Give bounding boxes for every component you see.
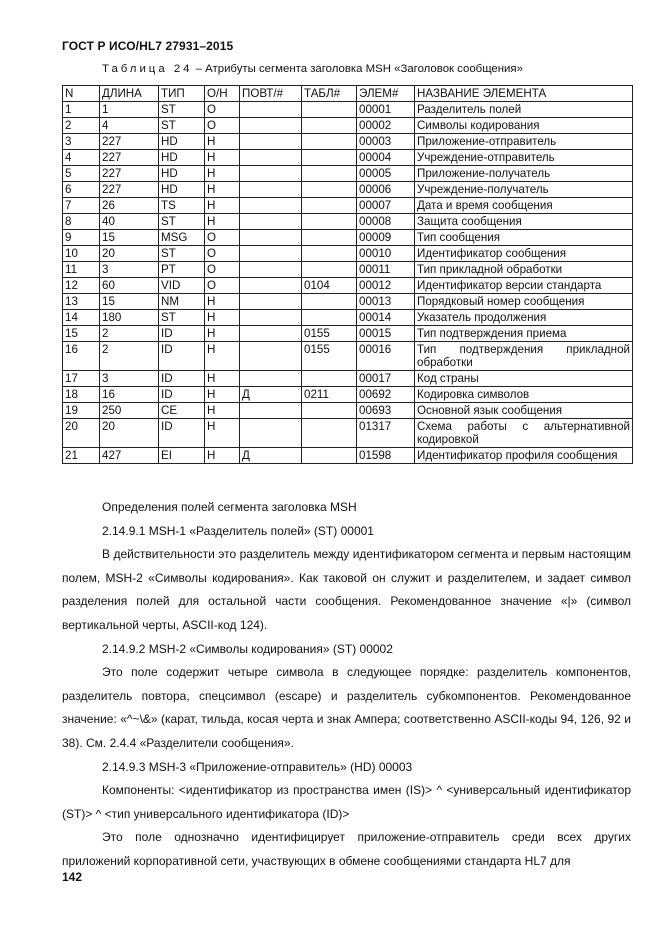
table-cell: Дата и время сообщения [415, 198, 633, 214]
table-cell: Основной язык сообщения [415, 403, 633, 419]
table-cell [302, 371, 357, 387]
table-cell: 00007 [357, 198, 415, 214]
table-cell: HD [159, 182, 205, 198]
table-cell: Д [240, 387, 302, 403]
table-cell [240, 246, 302, 262]
table-cell: Тип сообщения [415, 230, 633, 246]
table-cell: О [205, 118, 240, 134]
table-cell [302, 198, 357, 214]
table-row [63, 214, 633, 230]
table-cell: 15 [100, 294, 159, 310]
body-paragraph: 2.14.9.2 MSH-2 «Символы кодирования» (ST) 00002 [102, 641, 393, 656]
table-cell: Учреждение-отправитель [415, 150, 633, 166]
table-cell: ID [159, 342, 205, 371]
table-cell [302, 310, 357, 326]
table-cell: 00014 [357, 310, 415, 326]
table-cell [240, 262, 302, 278]
table-row [63, 246, 633, 262]
table-cell: 2 [100, 326, 159, 342]
table-row [63, 387, 633, 403]
table-cell [302, 118, 357, 134]
table-cell [302, 262, 357, 278]
table-row [63, 294, 633, 310]
table-cell: 3 [63, 134, 100, 150]
table-row [63, 150, 633, 166]
table-cell: Идентификатор версии стандарта [415, 278, 633, 294]
document-header: ГОСТ Р ИСО/HL7 27931–2015 [62, 39, 234, 53]
table-cell [302, 403, 357, 419]
table-cell: 227 [100, 182, 159, 198]
table-row [63, 310, 633, 326]
table-cell [240, 214, 302, 230]
table-cell: 00004 [357, 150, 415, 166]
column-header: ДЛИНА [100, 86, 159, 102]
table-cell [302, 419, 357, 448]
table-cell: Н [205, 419, 240, 448]
table-row [63, 371, 633, 387]
table-cell: EI [159, 448, 205, 464]
body-text [62, 496, 631, 874]
column-header: ЭЛЕМ# [357, 86, 415, 102]
table-row [63, 166, 633, 182]
table-cell: 4 [100, 118, 159, 134]
table-cell: 01598 [357, 448, 415, 464]
table-cell: 01317 [357, 419, 415, 448]
body-paragraph: Определения полей сегмента заголовка MSH [102, 500, 357, 514]
table-cell [302, 246, 357, 262]
table-cell: О [205, 246, 240, 262]
table-row [63, 182, 633, 198]
table-cell: 00006 [357, 182, 415, 198]
table-cell: Приложение-отправитель [415, 134, 633, 150]
table-cell: ST [159, 246, 205, 262]
table-cell: 00015 [357, 326, 415, 342]
body-paragraph: 2.14.9.1 MSH-1 «Разделитель полей» (ST) 00001 [102, 523, 374, 538]
table-cell: 3 [100, 371, 159, 387]
table-cell [240, 230, 302, 246]
table-cell: 00693 [357, 403, 415, 419]
column-header: ТАБЛ# [302, 86, 357, 102]
table-cell: 0155 [302, 326, 357, 342]
table-cell: 13 [63, 294, 100, 310]
table-cell [302, 214, 357, 230]
msh-attributes-table [62, 85, 633, 464]
table-cell: Н [205, 166, 240, 182]
table-cell: О [205, 278, 240, 294]
table-cell: Н [205, 294, 240, 310]
table-cell [240, 102, 302, 118]
table-cell: Разделитель полей [415, 102, 633, 118]
table-cell: 0211 [302, 387, 357, 403]
table-cell [240, 342, 302, 371]
table-cell: Приложение-получатель [415, 166, 633, 182]
table-cell: MSG [159, 230, 205, 246]
table-cell: 00005 [357, 166, 415, 182]
table-cell: 17 [63, 371, 100, 387]
table-cell: TS [159, 198, 205, 214]
table-cell [240, 403, 302, 419]
table-cell: HD [159, 150, 205, 166]
column-header: ТИП [159, 86, 205, 102]
table-cell: О [205, 230, 240, 246]
table-cell: 15 [100, 230, 159, 246]
table-row [63, 448, 633, 464]
table-cell: Кодировка символов [415, 387, 633, 403]
body-paragraph: Это поле однозначно идентифицирует приложение-отправитель среди всех других приложений корпоративной сети, участвующих в обмене сообщениями стандарта HL7 для [62, 830, 631, 868]
body-paragraph: 2.14.9.3 MSH-3 «Приложение-отправитель» (HD) 00003 [102, 759, 413, 774]
table-cell [302, 102, 357, 118]
table-cell: 227 [100, 166, 159, 182]
table-cell: NM [159, 294, 205, 310]
table-cell: 5 [63, 166, 100, 182]
table-cell [240, 118, 302, 134]
table-row [63, 342, 633, 371]
table-cell: Н [205, 310, 240, 326]
table-cell: Схема работы с альтернативной кодировкой [415, 419, 633, 448]
table-cell: 227 [100, 134, 159, 150]
table-cell: 9 [63, 230, 100, 246]
table-cell: 427 [100, 448, 159, 464]
table-cell: 00009 [357, 230, 415, 246]
table-cell: Н [205, 182, 240, 198]
table-cell: 10 [63, 246, 100, 262]
table-cell: 1 [100, 102, 159, 118]
table-cell: О [205, 262, 240, 278]
column-header: НАЗВАНИЕ ЭЛЕМЕНТА [415, 86, 633, 102]
table-cell: 00017 [357, 371, 415, 387]
table-cell: 7 [63, 198, 100, 214]
column-header: О/Н [205, 86, 240, 102]
table-cell: ST [159, 214, 205, 230]
table-cell [302, 230, 357, 246]
table-cell: 00013 [357, 294, 415, 310]
table-row [63, 262, 633, 278]
table-cell: 00011 [357, 262, 415, 278]
body-paragraph: В действительности это разделитель между идентификатором сегмента и первым настоящим полем, MSH-2 «Символы кодирования». Как таковой он служит и разделителем, и задает символ разделения полей для остальной части сообщения. Рекомендованное значение «|» (символ вертикальной черты, ASCII-код 124). [62, 547, 631, 632]
table-cell: 16 [100, 387, 159, 403]
table-cell: Н [205, 371, 240, 387]
table-cell [240, 326, 302, 342]
table-cell: Тип подтверждения прикладной обработки [415, 342, 633, 371]
table-cell: Д [240, 448, 302, 464]
table-cell: 40 [100, 214, 159, 230]
table-cell: Идентификатор профиля сообщения [415, 448, 633, 464]
column-header: N [63, 86, 100, 102]
table-cell: Н [205, 134, 240, 150]
table-cell: PT [159, 262, 205, 278]
table-cell: ID [159, 371, 205, 387]
table-cell: 0104 [302, 278, 357, 294]
table-cell: Защита сообщения [415, 214, 633, 230]
table-cell: 1 [63, 102, 100, 118]
table-cell [240, 310, 302, 326]
table-row [63, 230, 633, 246]
table-caption-label: Таблица 24 [102, 63, 193, 75]
table-cell: Н [205, 387, 240, 403]
table-header-row [63, 86, 633, 102]
table-caption [102, 63, 523, 75]
table-cell: 19 [63, 403, 100, 419]
table-cell: 00001 [357, 102, 415, 118]
table-cell: 21 [63, 448, 100, 464]
table-cell [240, 150, 302, 166]
table-cell: 20 [100, 246, 159, 262]
table-row [63, 419, 633, 448]
table-cell: Н [205, 150, 240, 166]
table-cell: Символы кодирования [415, 118, 633, 134]
table-cell: 4 [63, 150, 100, 166]
table-cell [240, 198, 302, 214]
table-cell: Н [205, 403, 240, 419]
table-cell: Учреждение-получатель [415, 182, 633, 198]
table-cell: 00012 [357, 278, 415, 294]
table-cell [302, 166, 357, 182]
table-row [63, 326, 633, 342]
table-row [63, 134, 633, 150]
table-cell: HD [159, 134, 205, 150]
table-cell: ST [159, 102, 205, 118]
table-cell: ID [159, 419, 205, 448]
table-cell: Указатель продолжения [415, 310, 633, 326]
table-cell [302, 448, 357, 464]
table-cell [302, 182, 357, 198]
table-row [63, 118, 633, 134]
table-cell: ID [159, 326, 205, 342]
table-cell [302, 134, 357, 150]
table-cell: 2 [63, 118, 100, 134]
column-header: ПОВТ/# [240, 86, 302, 102]
table-cell: Тип прикладной обработки [415, 262, 633, 278]
table-cell: Н [205, 448, 240, 464]
table-cell: 180 [100, 310, 159, 326]
table-cell: 60 [100, 278, 159, 294]
table-row [63, 278, 633, 294]
table-cell: Порядковый номер сообщения [415, 294, 633, 310]
table-cell: 0155 [302, 342, 357, 371]
table-cell: 18 [63, 387, 100, 403]
table-cell [240, 182, 302, 198]
table-cell: ST [159, 118, 205, 134]
table-cell: VID [159, 278, 205, 294]
table-cell: 00008 [357, 214, 415, 230]
table-caption-text: – Атрибуты сегмента заголовка MSH «Заголовок сообщения» [195, 63, 523, 75]
table-cell: 3 [100, 262, 159, 278]
page-number: 142 [62, 870, 83, 884]
table-cell: 227 [100, 150, 159, 166]
table-cell: 16 [63, 342, 100, 371]
table-cell [240, 166, 302, 182]
table-cell: Идентификатор сообщения [415, 246, 633, 262]
table-cell [240, 278, 302, 294]
table-cell: Н [205, 198, 240, 214]
table-cell: CE [159, 403, 205, 419]
table-cell: HD [159, 166, 205, 182]
table-cell [240, 134, 302, 150]
table-cell [302, 150, 357, 166]
table-cell: 8 [63, 214, 100, 230]
table-cell: 250 [100, 403, 159, 419]
table-body [63, 102, 633, 464]
body-paragraph: Компоненты: <идентификатор из пространства имен (IS)> ^ <универсальный идентификатор (ST)> ^ <тип универсального идентификатора (ID)> [62, 783, 631, 821]
table-cell: 00692 [357, 387, 415, 403]
table-cell: 11 [63, 262, 100, 278]
table-cell: 6 [63, 182, 100, 198]
table-cell: 14 [63, 310, 100, 326]
table-cell: 26 [100, 198, 159, 214]
table-cell: Н [205, 214, 240, 230]
table-row [63, 198, 633, 214]
table-cell [240, 371, 302, 387]
table-cell: Код страны [415, 371, 633, 387]
table-cell: ID [159, 387, 205, 403]
table-cell [240, 419, 302, 448]
body-paragraph: Это поле содержит четыре символа в следующее порядке: разделитель компонентов, разделитель повтора, спецсимвол (escape) и разделитель субкомпонентов. Рекомендованное значение: «^~\&» (карат, тильда, косая черта и знак Ампера; соответственно ASCII-коды 94, 126, 92 и 38). См. 2.4.4 «Разделители сообщения». [62, 665, 631, 750]
table-cell: 00003 [357, 134, 415, 150]
table-cell: 15 [63, 326, 100, 342]
table-cell: 20 [63, 419, 100, 448]
table-cell: Тип подтверждения приема [415, 326, 633, 342]
table-cell [302, 294, 357, 310]
table-row [63, 403, 633, 419]
table-cell: 00016 [357, 342, 415, 371]
table-cell: О [205, 102, 240, 118]
table-cell [240, 294, 302, 310]
table-cell: Н [205, 342, 240, 371]
table-cell: 00002 [357, 118, 415, 134]
table-cell: ST [159, 310, 205, 326]
table-cell: 00010 [357, 246, 415, 262]
table-cell: 20 [100, 419, 159, 448]
table-cell: Н [205, 326, 240, 342]
table-cell: 12 [63, 278, 100, 294]
table-cell: 2 [100, 342, 159, 371]
table-row [63, 102, 633, 118]
